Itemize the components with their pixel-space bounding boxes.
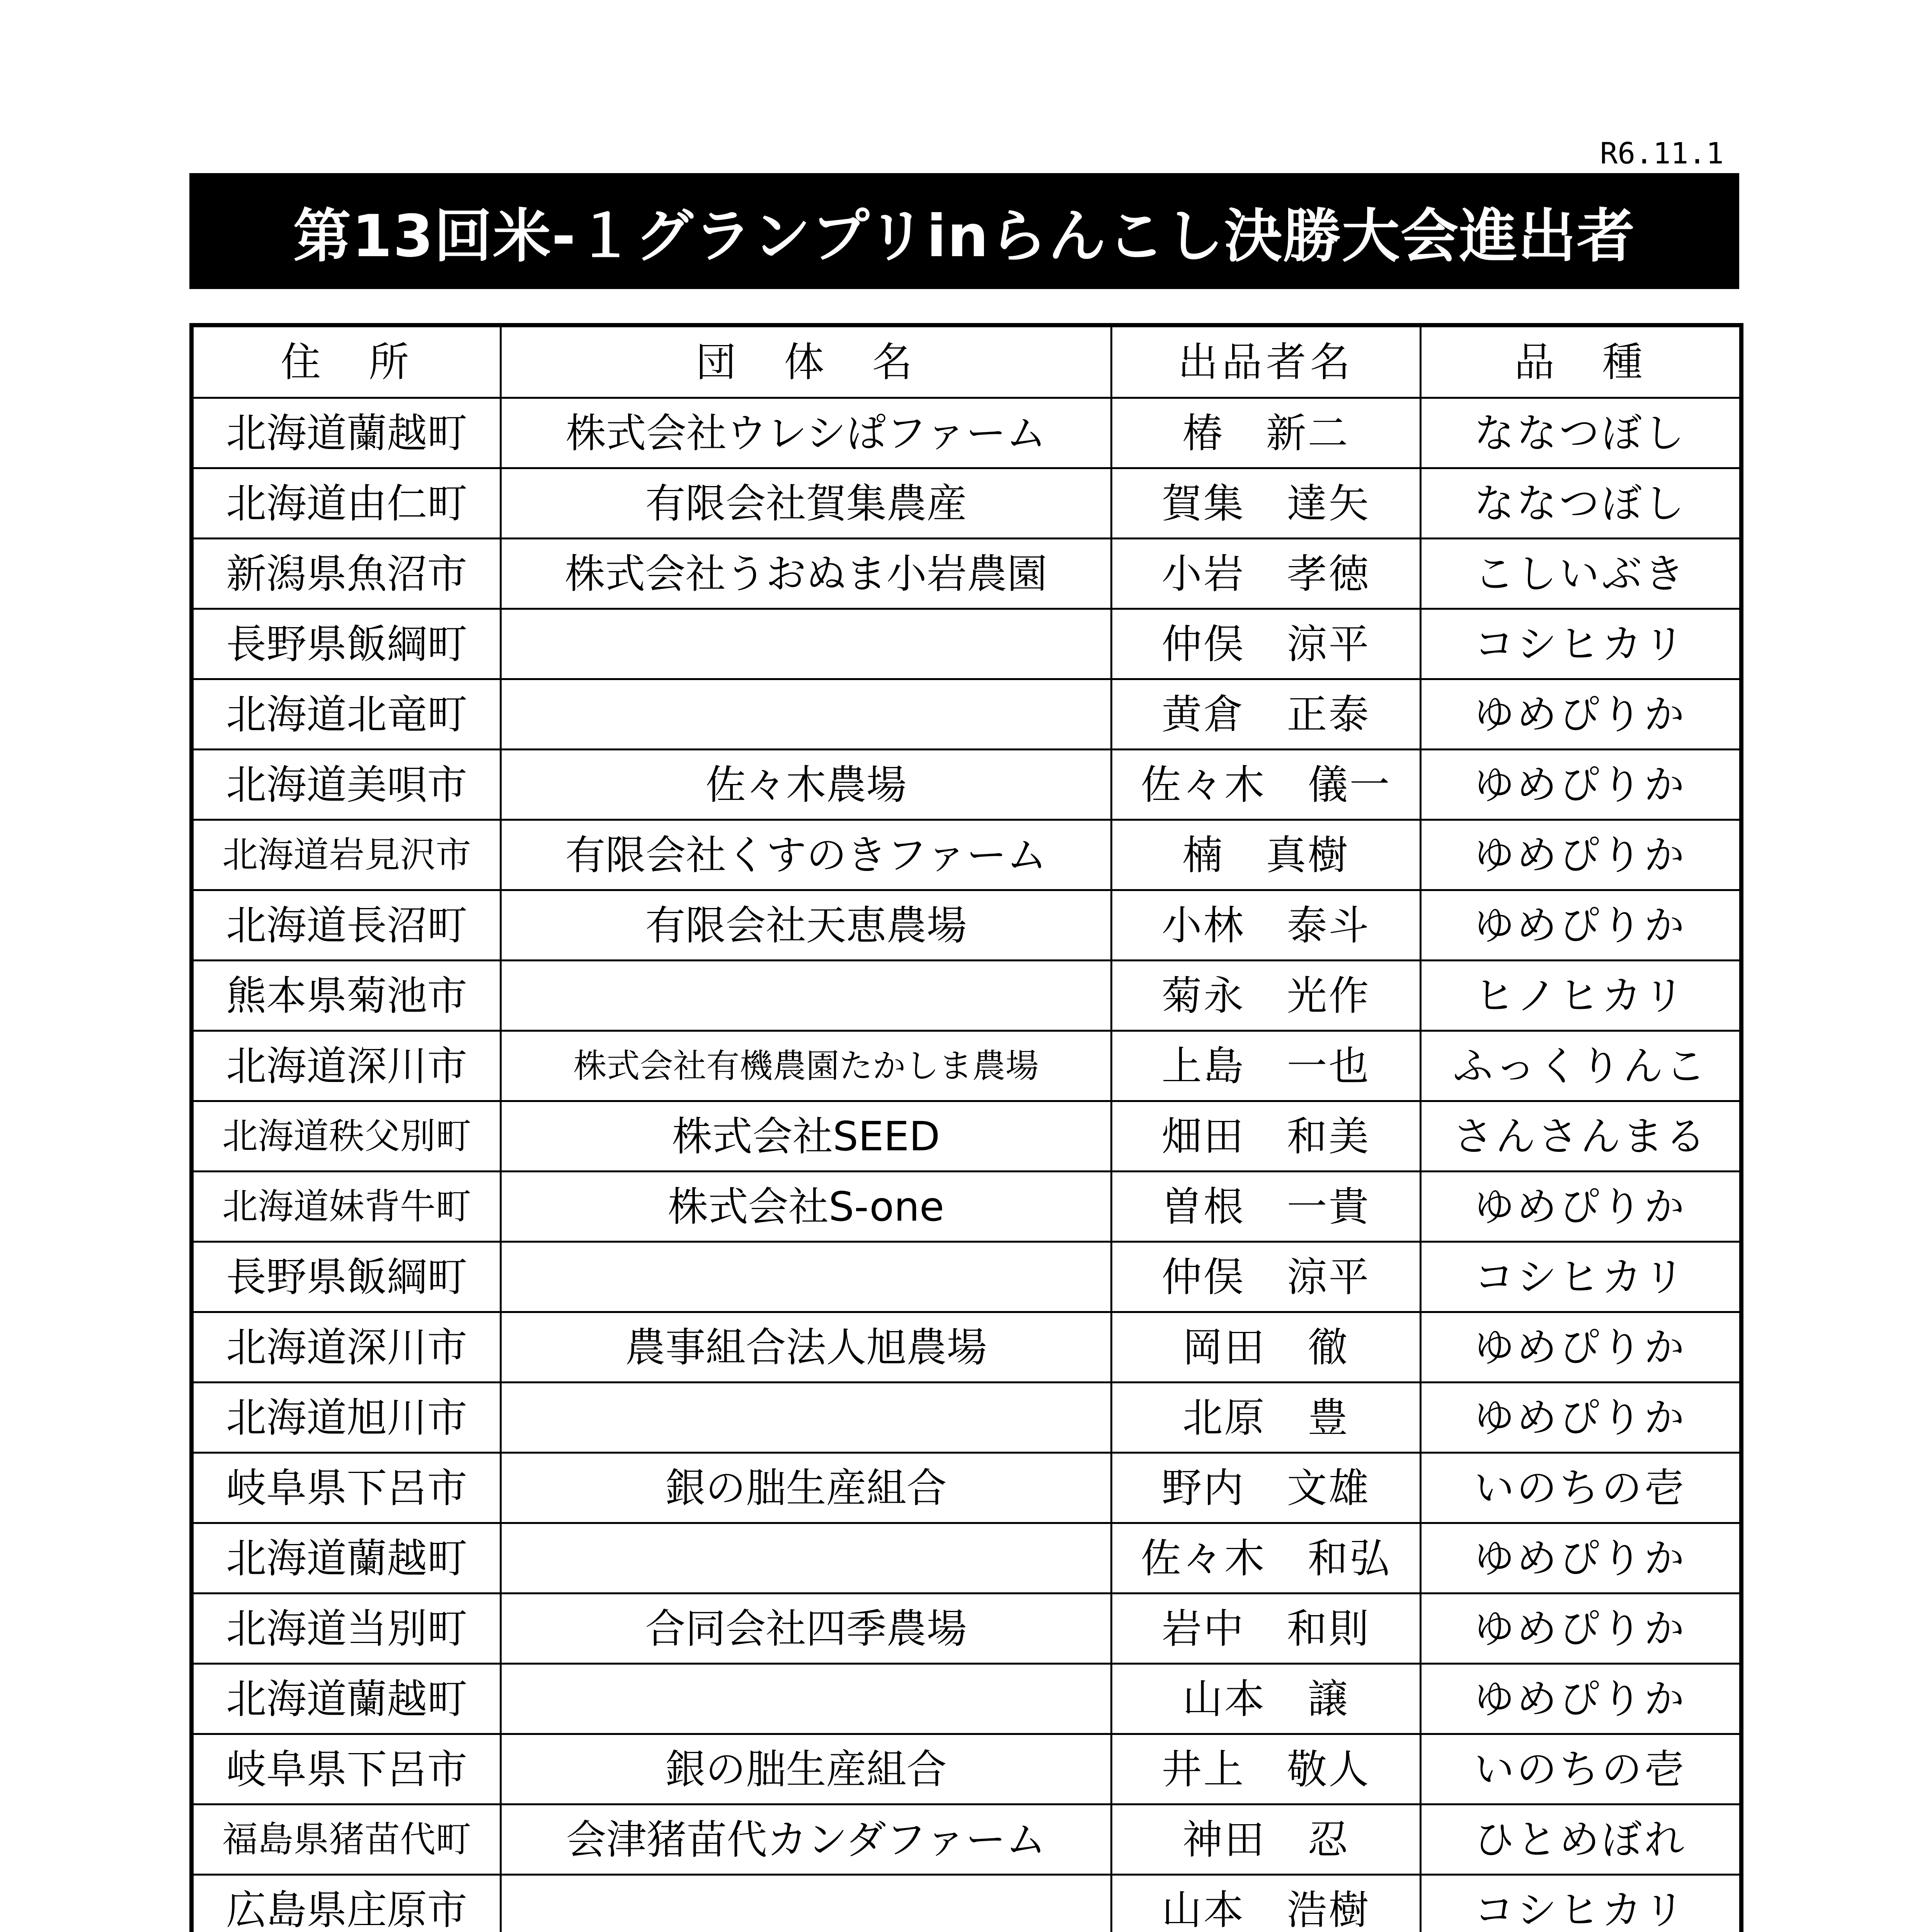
variety-cell: ゆめぴりか xyxy=(1421,890,1742,961)
address-cell: 北海道岩見沢市 xyxy=(192,820,501,890)
address-cell: 北海道深川市 xyxy=(192,1031,501,1101)
organization-cell: 株式会社S-one xyxy=(501,1172,1112,1242)
exhibitor-cell: 上島 一也 xyxy=(1112,1031,1421,1101)
exhibitor-cell: 野内 文雄 xyxy=(1112,1453,1421,1523)
variety-cell: コシヒカリ xyxy=(1421,609,1742,679)
table-row xyxy=(192,1383,1742,1453)
table-row xyxy=(192,890,1742,961)
exhibitor-cell: 山本 浩樹 xyxy=(1112,1875,1421,1932)
organization-cell xyxy=(501,609,1112,679)
document-title: 第13回米-１グランプリinらんこし決勝大会進出者 xyxy=(293,203,1636,270)
address-cell: 熊本県菊池市 xyxy=(192,961,501,1031)
address-cell: 北海道蘭越町 xyxy=(192,398,501,468)
table-row xyxy=(192,961,1742,1031)
organization-cell xyxy=(501,1523,1112,1594)
table-row xyxy=(192,750,1742,820)
address-cell: 北海道北竜町 xyxy=(192,679,501,750)
organization-cell: 株式会社有機農園たかしま農場 xyxy=(501,1031,1112,1101)
address-cell: 北海道深川市 xyxy=(192,1312,501,1383)
organization-cell xyxy=(501,1383,1112,1453)
exhibitor-cell: 菊永 光作 xyxy=(1112,961,1421,1031)
variety-cell: ひとめぼれ xyxy=(1421,1804,1742,1875)
header-organization: 団 体 名 xyxy=(501,325,1112,398)
table-row xyxy=(192,1734,1742,1804)
table-row xyxy=(192,679,1742,750)
exhibitor-cell: 岡田 徹 xyxy=(1112,1312,1421,1383)
variety-cell: コシヒカリ xyxy=(1421,1875,1742,1932)
table-row xyxy=(192,1594,1742,1664)
variety-cell: いのちの壱 xyxy=(1421,1453,1742,1523)
table-row xyxy=(192,1031,1742,1101)
exhibitor-cell: 賀集 達矢 xyxy=(1112,468,1421,539)
variety-cell: ななつぼし xyxy=(1421,398,1742,468)
variety-cell: ふっくりんこ xyxy=(1421,1031,1742,1101)
exhibitor-cell: 小林 泰斗 xyxy=(1112,890,1421,961)
organization-cell: 会津猪苗代カンダファーム xyxy=(501,1804,1112,1875)
exhibitor-cell: 曽根 一貴 xyxy=(1112,1172,1421,1242)
exhibitor-cell: 畑田 和美 xyxy=(1112,1101,1421,1172)
title-banner xyxy=(189,173,1739,289)
organization-cell xyxy=(501,1875,1112,1932)
exhibitor-cell: 岩中 和則 xyxy=(1112,1594,1421,1664)
organization-cell xyxy=(501,679,1112,750)
variety-cell: ゆめぴりか xyxy=(1421,1523,1742,1594)
header-address: 住 所 xyxy=(192,325,501,398)
address-cell: 岐阜県下呂市 xyxy=(192,1453,501,1523)
table-row xyxy=(192,820,1742,890)
exhibitor-cell: 椿 新二 xyxy=(1112,398,1421,468)
variety-cell: ゆめぴりか xyxy=(1421,1383,1742,1453)
table-row xyxy=(192,1101,1742,1172)
variety-cell: ヒノヒカリ xyxy=(1421,961,1742,1031)
exhibitor-cell: 楠 真樹 xyxy=(1112,820,1421,890)
organization-cell xyxy=(501,1242,1112,1312)
table-row xyxy=(192,1804,1742,1875)
organization-cell: 株式会社ウレシぱファーム xyxy=(501,398,1112,468)
address-cell: 長野県飯綱町 xyxy=(192,1242,501,1312)
address-cell: 北海道妹背牛町 xyxy=(192,1172,501,1242)
organization-cell: 株式会社SEED xyxy=(501,1101,1112,1172)
variety-cell: ななつぼし xyxy=(1421,468,1742,539)
table-row xyxy=(192,1664,1742,1734)
table-row xyxy=(192,1875,1742,1932)
variety-cell: ゆめぴりか xyxy=(1421,820,1742,890)
variety-cell: コシヒカリ xyxy=(1421,1242,1742,1312)
variety-cell: ゆめぴりか xyxy=(1421,1312,1742,1383)
finalists-table xyxy=(189,323,1743,1932)
organization-cell: 合同会社四季農場 xyxy=(501,1594,1112,1664)
table-row xyxy=(192,1523,1742,1594)
organization-cell: 有限会社賀集農産 xyxy=(501,468,1112,539)
organization-cell: 有限会社天恵農場 xyxy=(501,890,1112,961)
variety-cell: ゆめぴりか xyxy=(1421,750,1742,820)
exhibitor-cell: 井上 敬人 xyxy=(1112,1734,1421,1804)
variety-cell: ゆめぴりか xyxy=(1421,1664,1742,1734)
table-row xyxy=(192,398,1742,468)
variety-cell: ゆめぴりか xyxy=(1421,1594,1742,1664)
address-cell: 北海道秩父別町 xyxy=(192,1101,501,1172)
table-row xyxy=(192,468,1742,539)
table-row xyxy=(192,1242,1742,1312)
organization-cell: 銀の朏生産組合 xyxy=(501,1453,1112,1523)
table-header-row xyxy=(192,325,1742,398)
table-row xyxy=(192,1172,1742,1242)
organization-cell: 銀の朏生産組合 xyxy=(501,1734,1112,1804)
table-row xyxy=(192,609,1742,679)
exhibitor-cell: 山本 譲 xyxy=(1112,1664,1421,1734)
variety-cell: ゆめぴりか xyxy=(1421,679,1742,750)
header-variety: 品 種 xyxy=(1421,325,1742,398)
exhibitor-cell: 神田 忍 xyxy=(1112,1804,1421,1875)
variety-cell: さんさんまる xyxy=(1421,1101,1742,1172)
address-cell: 北海道長沼町 xyxy=(192,890,501,961)
address-cell: 福島県猪苗代町 xyxy=(192,1804,501,1875)
exhibitor-cell: 佐々木 儀一 xyxy=(1112,750,1421,820)
header-exhibitor: 出品者名 xyxy=(1112,325,1421,398)
table-row xyxy=(192,539,1742,609)
organization-cell xyxy=(501,961,1112,1031)
exhibitor-cell: 佐々木 和弘 xyxy=(1112,1523,1421,1594)
address-cell: 広島県庄原市 xyxy=(192,1875,501,1932)
exhibitor-cell: 黄倉 正泰 xyxy=(1112,679,1421,750)
document-date: R6.11.1 xyxy=(1600,136,1724,170)
exhibitor-cell: 北原 豊 xyxy=(1112,1383,1421,1453)
address-cell: 北海道由仁町 xyxy=(192,468,501,539)
variety-cell: ゆめぴりか xyxy=(1421,1172,1742,1242)
address-cell: 北海道旭川市 xyxy=(192,1383,501,1453)
organization-cell: 株式会社うおぬま小岩農園 xyxy=(501,539,1112,609)
address-cell: 北海道蘭越町 xyxy=(192,1523,501,1594)
address-cell: 長野県飯綱町 xyxy=(192,609,501,679)
exhibitor-cell: 仲俣 涼平 xyxy=(1112,609,1421,679)
organization-cell: 佐々木農場 xyxy=(501,750,1112,820)
address-cell: 新潟県魚沼市 xyxy=(192,539,501,609)
organization-cell: 有限会社くすのきファーム xyxy=(501,820,1112,890)
address-cell: 北海道当別町 xyxy=(192,1594,501,1664)
table-row xyxy=(192,1312,1742,1383)
address-cell: 北海道美唄市 xyxy=(192,750,501,820)
table-row xyxy=(192,1453,1742,1523)
variety-cell: こしいぶき xyxy=(1421,539,1742,609)
exhibitor-cell: 小岩 孝徳 xyxy=(1112,539,1421,609)
address-cell: 岐阜県下呂市 xyxy=(192,1734,501,1804)
variety-cell: いのちの壱 xyxy=(1421,1734,1742,1804)
exhibitor-cell: 仲俣 涼平 xyxy=(1112,1242,1421,1312)
organization-cell: 農事組合法人旭農場 xyxy=(501,1312,1112,1383)
table-body xyxy=(192,398,1742,1932)
address-cell: 北海道蘭越町 xyxy=(192,1664,501,1734)
organization-cell xyxy=(501,1664,1112,1734)
